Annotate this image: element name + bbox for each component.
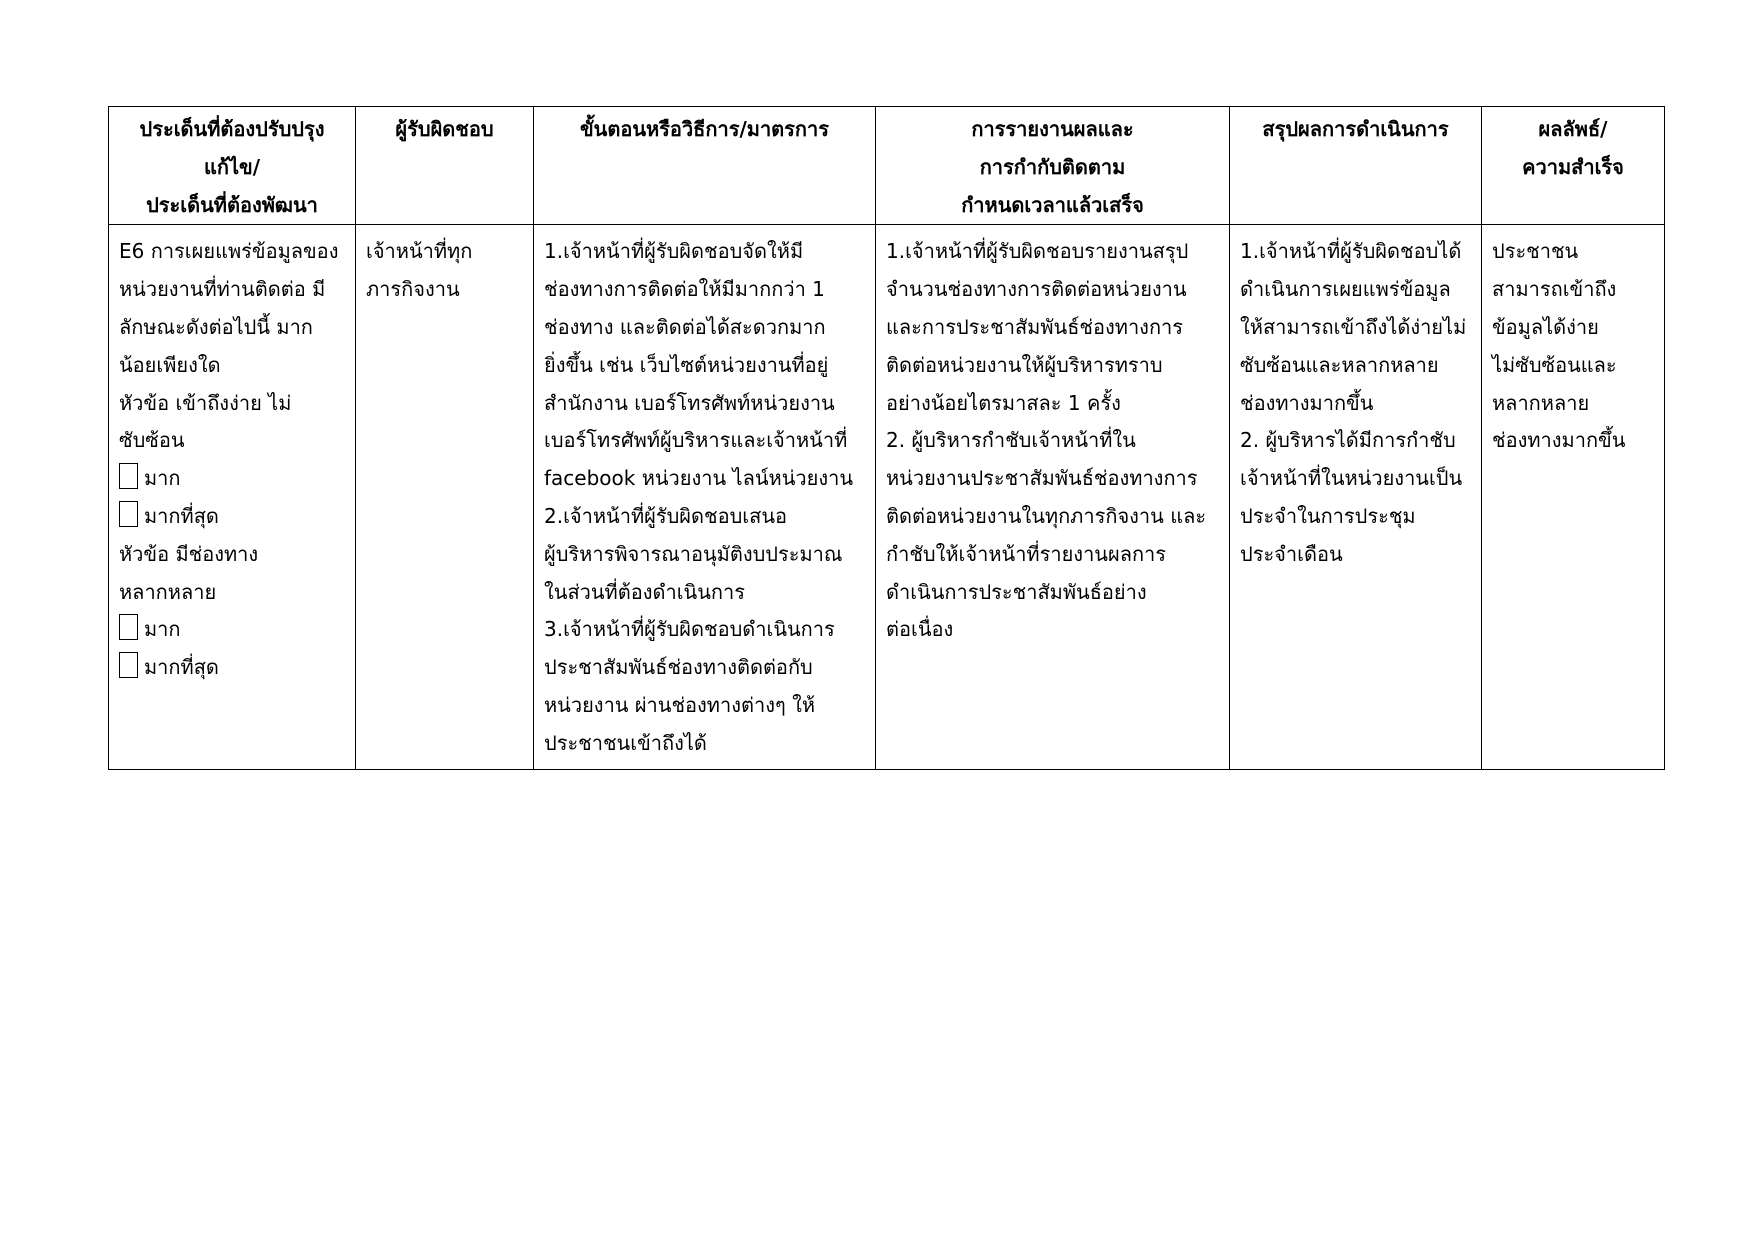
table-header-row — [109, 107, 1665, 225]
cell-responsible: เจ้าหน้าที่ทุก ภารกิจงาน — [356, 225, 534, 769]
checkbox-option: มากที่สุด — [119, 649, 345, 687]
checkbox-option: มากที่สุด — [119, 498, 345, 536]
checkbox-icon — [119, 501, 138, 527]
checkbox-option: มาก — [119, 460, 345, 498]
header-issue: ประเด็นที่ต้องปรับปรุง แก้ไข/ ประเด็นที่ต้องพัฒนา — [109, 107, 356, 225]
cell-steps: 1.เจ้าหน้าที่ผู้รับผิดชอบจัดให้มี ช่องทางการติดต่อให้มีมากกว่า 1 ช่องทาง และติดต่อได้สะดวกมาก ยิ่งขึ้น เช่น เว็บไซต์หน่วยงานที่อยู่ สำนักงาน เบอร์โทรศัพท์หน่วยงาน เบอร์โทรศัพท์ผู้บริหารและเจ้าหน้าที่ facebook หน่วยงาน ไลน์หน่วยงาน 2.เจ้าหน้าที่ผู้รับผิดชอบเสนอ ผู้บริหารพิจารณาอนุมัติงบประมาณ ในส่วนที่ต้องดำเนินการ 3.เจ้าหน้าที่ผู้รับผิดชอบดำเนินการ ประชาสัมพันธ์ช่องทางติดต่อกับ หน่วยงาน ผ่านช่องทางต่างๆ ให้ ประชาชนเข้าถึงได้ — [534, 225, 876, 769]
checkbox-option: มาก — [119, 611, 345, 649]
header-responsible: ผู้รับผิดชอบ — [356, 107, 534, 225]
cell-outcome: ประชาชน สามารถเข้าถึง ข้อมูลได้ง่าย ไม่ซับซ้อนและ หลากหลาย ช่องทางมากขึ้น — [1482, 225, 1665, 769]
header-outcome: ผลลัพธ์/ ความสำเร็จ — [1482, 107, 1665, 225]
header-steps: ขั้นตอนหรือวิธีการ/มาตรการ — [534, 107, 876, 225]
checkbox-icon — [119, 614, 138, 640]
cell-reporting: 1.เจ้าหน้าที่ผู้รับผิดชอบรายงานสรุป จำนวนช่องทางการติดต่อหน่วยงาน และการประชาสัมพันธ์ช่องทางการ ติดต่อหน่วยงานให้ผู้บริหารทราบ อย่างน้อยไตรมาสละ 1 ครั้ง 2. ผู้บริหารกำชับเจ้าหน้าที่ใน หน่วยงานประชาสัมพันธ์ช่องทางการ ติดต่อหน่วยงานในทุกภารกิจงาน และ กำชับให้เจ้าหน้าที่รายงานผลการ ดำเนินการประชาสัมพันธ์อย่าง ต่อเนื่อง — [876, 225, 1230, 769]
header-summary: สรุปผลการดำเนินการ — [1230, 107, 1482, 225]
checkbox-icon — [119, 463, 138, 489]
header-reporting: การรายงานผลและ การกำกับติดตาม กำหนดเวลาแล้วเสร็จ — [876, 107, 1230, 225]
cell-summary: 1.เจ้าหน้าที่ผู้รับผิดชอบได้ ดำเนินการเผยแพร่ข้อมูล ให้สามารถเข้าถึงได้ง่ายไม่ ซับซ้อนและหลากหลาย ช่องทางมากขึ้น 2. ผู้บริหารได้มีการกำชับ เจ้าหน้าที่ในหน่วยงานเป็น ประจำในการประชุม ประจำเดือน — [1230, 225, 1482, 769]
cell-issue: E6 การเผยแพร่ข้อมูลของ หน่วยงานที่ท่านติดต่อ มี ลักษณะดังต่อไปนี้ มาก น้อยเพียงใด หัวข้อ เข้าถึงง่าย ไม่ ซับซ้อน มาก มากที่สุด หัวข้อ มีช่องทาง หลากหลาย มาก มากที่สุด — [109, 225, 356, 769]
improvement-plan-table — [108, 106, 1665, 770]
table-row — [109, 225, 1665, 769]
checkbox-icon — [119, 652, 138, 678]
